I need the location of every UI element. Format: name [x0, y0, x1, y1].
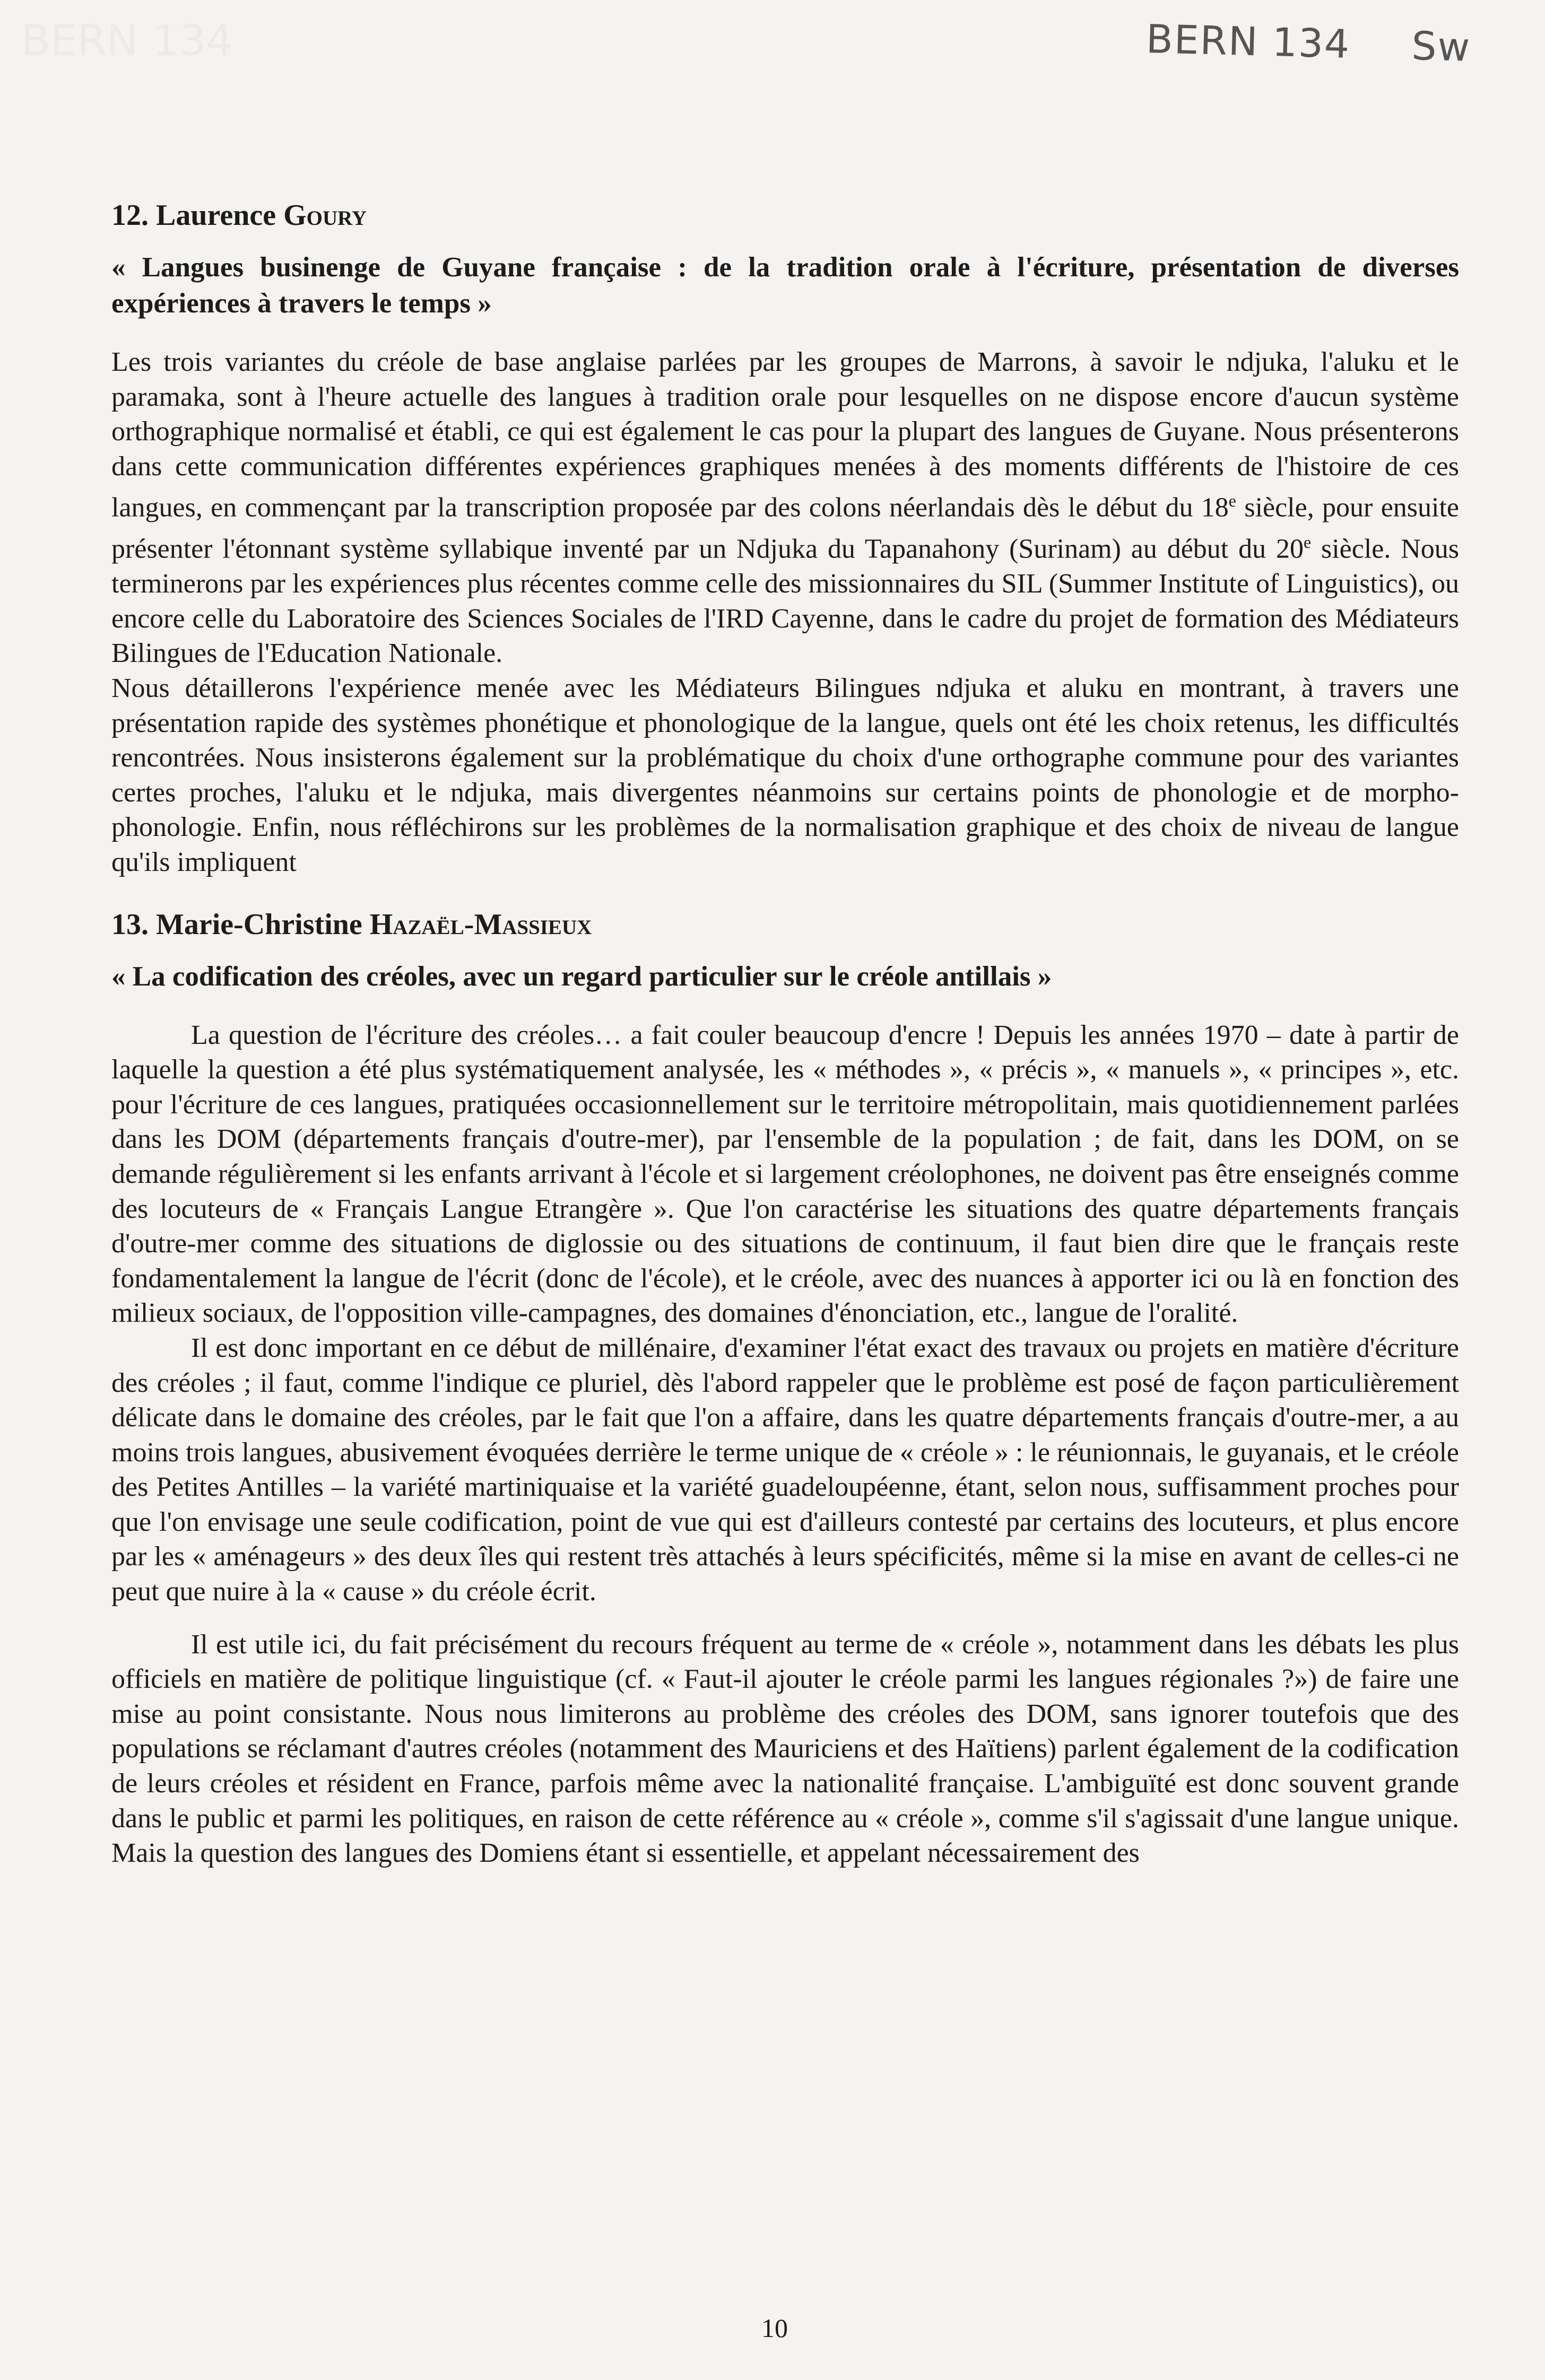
section-heading [111, 196, 1459, 234]
author-first-name: Laurence [156, 199, 276, 232]
section-number: 13. [111, 908, 149, 941]
section-heading [111, 905, 1459, 944]
paragraph: Nous détaillerons l'expérience menée avec les Médiateurs Bilingues ndjuka et aluku en montrant, à travers une présentation rapide des systèmes phonétique et phonologique de la langue, quels ont été les choix retenus, les difficultés rencontrées. Nous insisterons également sur la problématique du choix d'une orthographe commune pour des variantes certes proches, l'aluku et le ndjuka, mais divergentes néanmoins sur certains points de phonologie et de morpho-phonologie. Enfin, nous réfléchirons sur les problèmes de la normalisation graphique et des choix de niveau de langue qu'ils impliquent [111, 673, 1459, 877]
archive-code: BERN 134 [1145, 16, 1351, 67]
page-content [111, 196, 1459, 1871]
author-last-name: Hazaël-Massieux [369, 908, 592, 941]
paragraph: Les trois variantes du créole de base anglaise parlées par les groupes de Marrons, à savoir le ndjuka, l'aluku et le paramaka, sont à l'heure actuelle des langues à tradition orale pour lesquelles on ne dispose encore d'aucun système orthographique normalisé et établi, ce qui est également le cas pour la plupart des langues de Guyane. Nous présenterons dans cette communication différentes expériences graphiques menées à des moments différents de l'histoire de ces langues, en commençant par la transcription proposée par des colons néerlandais dès le début du 18e siècle, pour ensuite présenter l'étonnant système syllabique inventé par un Ndjuka du Tapanahony (Surinam) au début du 20e siècle. Nous terminerons par les expériences plus récentes comme celle des missionnaires du SIL (Summer Institute of Linguistics), ou encore celle du Laboratoire des Sciences Sociales de l'IRD Cayenne, dans le cadre du projet de formation des Médiateurs Bilingues de l'Education Nationale. [111, 347, 1460, 669]
ordinal-superscript: e [1303, 533, 1312, 552]
paragraph: La question de l'écriture des créoles… a fait couler beaucoup d'encre ! Depuis les années 1970 – date à partir de laquelle la question a été plus systématiquement analysée, les « méthodes », « précis », « manuels », « principes », etc. pour l'écriture de ces langues, pratiquées occasionnellement sur le territoire métropolitain, mais quotidiennement parlées dans les DOM (départements français d'outre-mer), par l'ensemble de la population ; de fait, dans les DOM, on se demande régulièrement si les enfants arrivant à l'école et si largement créolophones, ne doivent pas être enseignés comme des locuteurs de « Français Langue Etrangère ». Que l'on caractérise les situations des quatre départements français d'outre-mer comme des situations de diglossie ou des situations de continuum, il faut bien dire que le français reste fondamentalement la langue de l'écrit (donc de l'école), et le créole, avec des nuances à apporter ici ou là en fonction des milieux sociaux, de l'opposition ville-campagnes, des domaines d'énonciation, etc., langue de l'oralité. [111, 1019, 1459, 1329]
section-12 [111, 196, 1459, 880]
handwritten-archive-code [1145, 16, 1518, 74]
section-title: « Langues businenge de Guyane française : de la tradition orale à l'écriture, présentation de diverses expériences à travers le temps » [111, 252, 1459, 319]
paragraph: Il est donc important en ce début de millénaire, d'examiner l'état exact des travaux ou projets en matière d'écriture des créoles ; il faut, comme l'indique ce pluriel, dès l'abord rappeler que le problème est posé de façon particulièrement délicate dans le domaine des créoles, par le fait que l'on a affaire, dans les quatre départements français d'outre-mer, a au moins trois langues, abusivement évoquées derrière le terme unique de « créole » : le réunionnais, le guyanais, et le créole des Petites Antilles – la variété martiniquaise et la variété guadeloupéenne, étant, selon nous, suffisamment proches pour que l'on envisage une seule codification, point de vue qui est d'ailleurs contesté par certains des locuteurs, et plus encore par les « aménageurs » des deux îles qui restent très attachés à leurs spécificités, même si la mise en avant de celles-ci ne peut que nuire à la « cause » du créole écrit. [111, 1332, 1459, 1607]
section-number: 12. [111, 199, 149, 232]
archive-code-suffix: Sw [1411, 23, 1472, 71]
author-last-name: Goury [283, 199, 367, 232]
section-title: « La codification des créoles, avec un regard particulier sur le créole antillais » [111, 961, 1052, 992]
section-13 [111, 905, 1459, 1871]
author-first-name: Marie-Christine [156, 908, 362, 941]
paragraph: Il est utile ici, du fait précisément du recours fréquent au terme de « créole », notamment dans les débats les plus officiels en matière de politique linguistique (cf. « Faut-il ajouter le créole parmi les langues régionales ?») de faire une mise au point consistante. Nous nous limiterons au problème des créoles des DOM, sans ignorer toutefois que des populations se réclamant d'autres créoles (notamment des Mauriciens et des Haïtiens) parlent également de la codification de leurs créoles et résident en France, parfois même avec la nationalité française. L'ambiguïté est donc souvent grande dans le public et parmi les politiques, en raison de cette référence au « créole », comme s'il s'agissait d'une langue unique. Mais la question des langues des Domiens étant si essentielle, et appelant nécessairement des [111, 1629, 1459, 1869]
faint-handwritten-mark: BERN 134 [21, 16, 233, 65]
ordinal-superscript: e [1228, 491, 1236, 511]
page-number: 10 [761, 2313, 788, 2343]
